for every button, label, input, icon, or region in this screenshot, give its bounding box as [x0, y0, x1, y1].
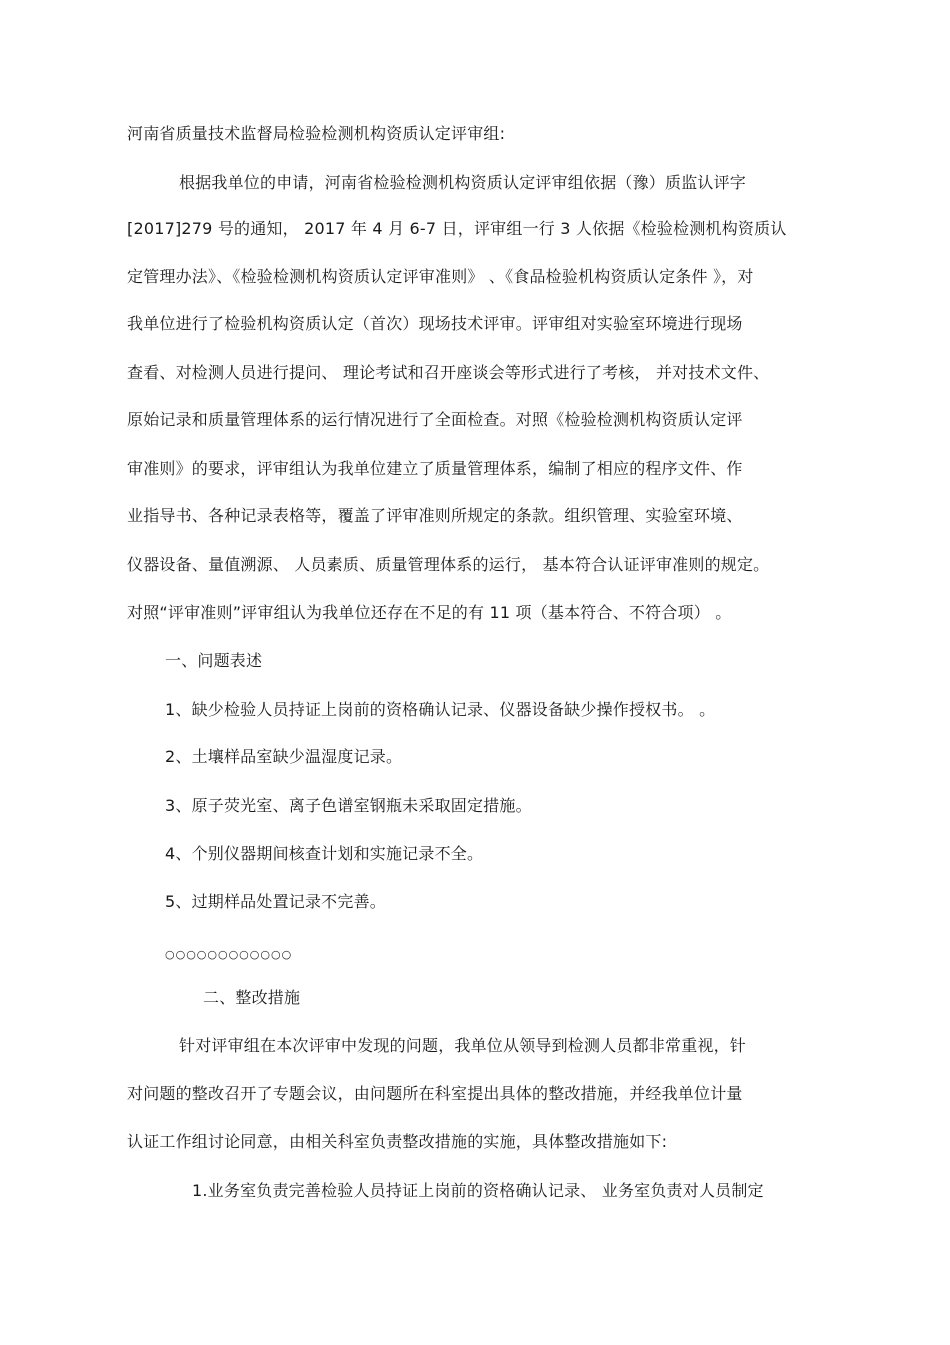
- ellipsis-dots: ○○○○○○○○○○○○: [165, 948, 293, 961]
- measures-line: 对问题的整改召开了专题会议，由问题所在科室提出具体的整改措施，并经我单位计量: [127, 1084, 743, 1103]
- issue-item: 3、原子荧光室、离子色谱室钢瓶未采取固定措施。: [165, 796, 532, 815]
- body-line: 查看、对检测人员进行提问、 理论考试和召开座谈会等形式进行了考核， 并对技术文件、: [127, 363, 770, 382]
- body-line: 对照“评审准则”评审组认为我单位还存在不足的有 11 项（基本符合、不符合项） 。: [127, 603, 732, 622]
- section-heading: 一、问题表述: [165, 651, 263, 670]
- issue-item: 2、土壤样品室缺少温湿度记录。: [165, 747, 403, 766]
- measures-line: 1.业务室负责完善检验人员持证上岗前的资格确认记录、 业务室负责对人员制定: [192, 1181, 764, 1200]
- body-line: 原始记录和质量管理体系的运行情况进行了全面检查。对照《检验检测机构资质认定评: [127, 410, 743, 429]
- section-heading: 二、整改措施: [203, 988, 301, 1007]
- measures-line: 针对评审组在本次评审中发现的问题，我单位从领导到检测人员都非常重视，针: [179, 1036, 747, 1055]
- salutation: 河南省质量技术监督局检验检测机构资质认定评审组:: [127, 124, 506, 143]
- issue-item: 5、过期样品处置记录不完善。: [165, 892, 386, 911]
- body-line: 审准则》的要求，评审组认为我单位建立了质量管理体系，编制了相应的程序文件、作: [127, 459, 743, 478]
- body-line: 根据我单位的申请，河南省检验检测机构资质认定评审组依据（豫）质监认评字: [179, 173, 747, 192]
- body-line: 业指导书、各种记录表格等，覆盖了评审准则所规定的条款。组织管理、实验室环境、: [127, 506, 743, 525]
- measures-line: 认证工作组讨论同意，由相关科室负责整改措施的实施，具体整改措施如下:: [127, 1132, 668, 1151]
- issue-item: 4、个别仪器期间核查计划和实施记录不全。: [165, 844, 484, 863]
- issue-item: 1、缺少检验人员持证上岗前的资格确认记录、仪器设备缺少操作授权书。 。: [165, 700, 716, 719]
- body-line: 仪器设备、量值溯源、 人员素质、质量管理体系的运行， 基本符合认证评审准则的规定。: [127, 555, 770, 574]
- body-line: 定管理办法》、《检验检测机构资质认定评审准则》 、《食品检验机构资质认定条件 》，对: [127, 267, 754, 286]
- body-line: 我单位进行了检验机构资质认定（首次）现场技术评审。评审组对实验室环境进行现场: [127, 314, 743, 333]
- body-line: [2017]279 号的通知， 2017 年 4 月 6-7 日，评审组一行 3 人依据《检验检测机构资质认: [127, 219, 787, 238]
